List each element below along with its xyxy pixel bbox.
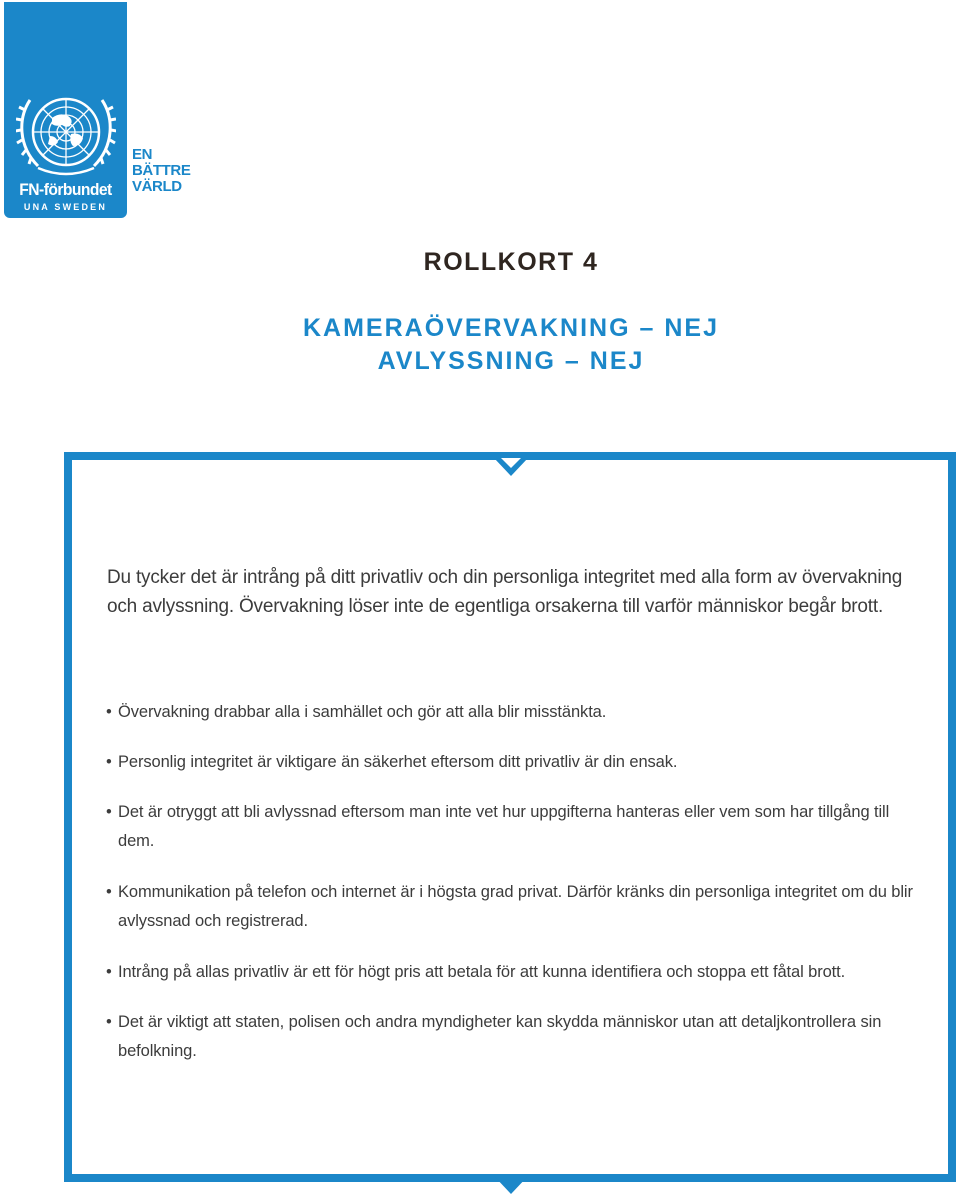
un-emblem-icon — [16, 88, 116, 178]
card-subtitle-line: KAMERAÖVERVAKNING – NEJ — [303, 314, 719, 342]
list-item: • Intrång på allas privatliv är ett för högt pris att betala för att kunna identifiera och stoppa ett fåtal brott. — [106, 958, 926, 987]
slogan-line: BÄTTRE — [132, 162, 191, 179]
slogan-line: EN — [132, 146, 153, 163]
list-item: • Det är viktigt att staten, polisen och andra myndigheter kan skydda människor utan att detaljkontrollera sin befolkning. — [106, 1008, 926, 1066]
card-subtitle-line: AVLYSSNING – NEJ — [377, 347, 645, 375]
list-item: • Kommunikation på telefon och internet är i högsta grad privat. Därför kränks din personliga integritet om du blir avlyssnad och registrerad. — [106, 878, 926, 936]
logo-slogan — [132, 147, 190, 195]
logo-name: FN-förbundet — [19, 180, 112, 199]
argument-list — [106, 698, 926, 1066]
logo — [4, 2, 127, 218]
page-title: ROLLKORT 4 — [423, 248, 599, 276]
frame-notch-bottom — [494, 1176, 528, 1194]
slogan-line: VÄRLD — [132, 178, 182, 195]
logo-subtitle: UNA SWEDEN — [23, 202, 108, 212]
frame-notch-top — [494, 458, 528, 476]
list-item: • Det är otryggt att bli avlyssnad eftersom man inte vet hur uppgifterna hanteras eller vem som har tillgång till dem. — [106, 798, 926, 856]
list-item: • Personlig integritet är viktigare än säkerhet eftersom ditt privatliv är din ensak. — [106, 748, 926, 777]
intro-paragraph: Du tycker det är intrång på ditt privatliv och din personliga integritet med alla form av övervakning och avlyssning. Övervakning löser inte de egentliga orsakerna till varför människor begår brott. — [107, 567, 903, 617]
list-item: • Övervakning drabbar alla i samhället och gör att alla blir misstänkta. — [106, 698, 926, 727]
